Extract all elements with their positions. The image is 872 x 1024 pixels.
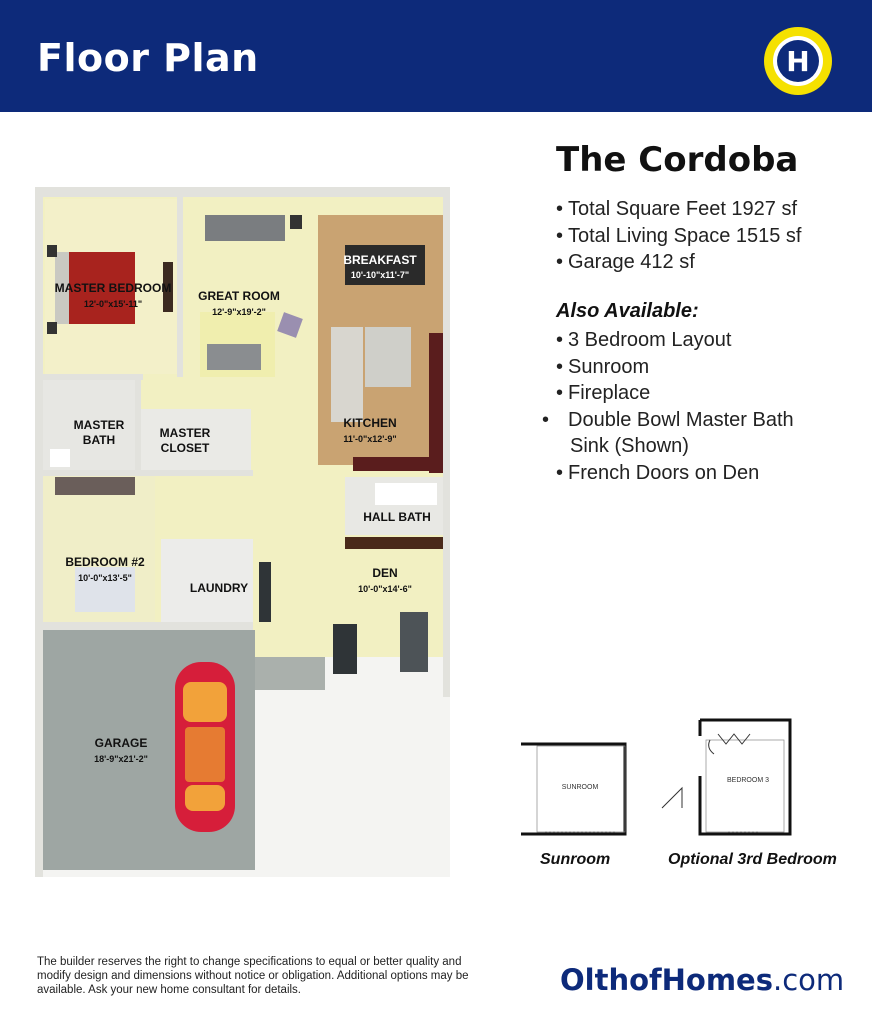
spec-item: • Total Living Space 1515 sf — [556, 224, 802, 247]
page-title: Floor Plan — [37, 36, 259, 80]
spec-list — [556, 196, 856, 276]
room-great-room-size: 12'-9"x19'-2" — [212, 307, 266, 317]
option-item: • French Doors on Den — [556, 461, 760, 484]
site-tld: .com — [772, 963, 845, 997]
also-available-heading: Also Available: — [556, 300, 699, 322]
sunroom-option-drawing — [517, 742, 635, 838]
option-item: • 3 Bedroom Layout — [556, 329, 732, 351]
sunroom-caption: Sunroom — [540, 851, 611, 868]
option-item: • Fireplace — [556, 382, 651, 404]
plan-name: The Cordoba — [556, 140, 799, 180]
bedroom3-inner-label: BEDROOM 3 — [726, 777, 770, 784]
room-hall-bath-label: HALL BATH — [363, 510, 431, 524]
header-bar — [0, 0, 872, 112]
car-illustration — [175, 662, 235, 832]
site-name: OlthofHomes — [560, 963, 773, 997]
room-kitchen-size: 11'-0"x12'-9" — [343, 434, 397, 444]
room-den-size: 10'-0"x14'-6" — [358, 584, 412, 594]
room-master-bedroom-label: MASTER BEDROOM — [54, 281, 172, 295]
room-master-closet-label-2: CLOSET — [160, 441, 210, 455]
website-link[interactable] — [560, 963, 844, 997]
room-garage-size: 18'-9"x21'-2" — [94, 754, 148, 764]
room-bedroom2-label: BEDROOM #2 — [65, 555, 145, 569]
room-breakfast-size: 10'-10"x11'-7" — [350, 270, 410, 280]
room-den-label: DEN — [372, 566, 398, 580]
room-garage-label: GARAGE — [94, 736, 148, 750]
logo-letter: H — [786, 45, 810, 78]
disclaimer-text: The builder reserves the right to change specifications to equal or better quality and modify design and dimensions without notice or obligation. Additional options may be available. Ask your new home consultant for details. — [37, 956, 469, 996]
bedroom3-caption: Optional 3rd Bedroom — [668, 851, 837, 868]
room-master-bath-label-2: BATH — [82, 433, 116, 447]
olthof-logo-icon — [763, 26, 833, 96]
sunroom-inner-label: SUNROOM — [561, 784, 599, 791]
room-laundry-label: LAUNDRY — [189, 581, 249, 595]
room-great-room-label: GREAT ROOM — [198, 289, 280, 303]
room-master-bath-label-1: MASTER — [73, 418, 125, 432]
spec-item: • Garage 412 sf — [556, 251, 695, 273]
floor-plan-drawing — [35, 187, 460, 877]
also-available-list — [542, 327, 856, 486]
room-bedroom2-size: 10'-0"x13'-5" — [78, 573, 132, 583]
spec-item: • Total Square Feet 1927 sf — [556, 198, 798, 220]
option-item: • Sunroom — [556, 355, 650, 378]
room-breakfast-label: BREAKFAST — [343, 253, 417, 267]
option-item: • Double Bowl Master Bath Sink (Shown) — [542, 408, 794, 457]
room-kitchen-label: KITCHEN — [343, 416, 397, 430]
room-master-bedroom-size: 12'-0"x15'-11" — [83, 299, 143, 309]
bedroom3-option-drawing — [660, 716, 800, 840]
room-master-closet-label-1: MASTER — [159, 426, 211, 440]
